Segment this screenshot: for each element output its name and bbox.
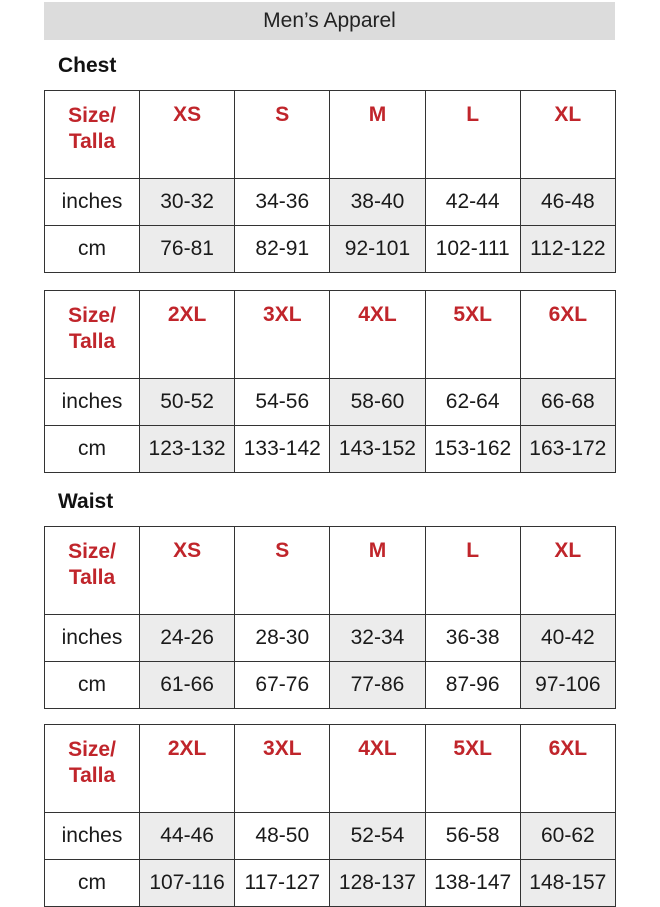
measurement-cell: 163-172 — [520, 426, 615, 473]
measurement-cell: 30-32 — [140, 179, 235, 226]
unit-label: cm — [45, 662, 140, 709]
measurement-cell: 54-56 — [235, 379, 330, 426]
size-table-waist-2 — [44, 724, 616, 907]
size-column-header: S — [235, 527, 330, 615]
measurement-cell: 123-132 — [140, 426, 235, 473]
measurement-cell: 133-142 — [235, 426, 330, 473]
measurement-cell: 32-34 — [330, 615, 425, 662]
measurement-cell: 24-26 — [140, 615, 235, 662]
measurement-cell: 66-68 — [520, 379, 615, 426]
measurement-cell: 34-36 — [235, 179, 330, 226]
unit-label: inches — [45, 379, 140, 426]
measurement-cell: 42-44 — [425, 179, 520, 226]
page-title: Men’s Apparel — [44, 2, 615, 40]
size-column-header: 3XL — [235, 725, 330, 813]
size-column-header: 6XL — [520, 725, 615, 813]
measurement-cell: 61-66 — [140, 662, 235, 709]
size-column-header: M — [330, 91, 425, 179]
table-row — [45, 379, 616, 426]
measurement-cell: 92-101 — [330, 226, 425, 273]
measurement-cell: 76-81 — [140, 226, 235, 273]
unit-label: cm — [45, 426, 140, 473]
table-row — [45, 615, 616, 662]
measurement-cell: 128-137 — [330, 860, 425, 907]
measurement-cell: 58-60 — [330, 379, 425, 426]
size-column-header: S — [235, 91, 330, 179]
measurement-cell: 153-162 — [425, 426, 520, 473]
measurement-cell: 28-30 — [235, 615, 330, 662]
size-column-header: 6XL — [520, 291, 615, 379]
unit-label: cm — [45, 860, 140, 907]
measurement-cell: 148-157 — [520, 860, 615, 907]
measurement-cell: 138-147 — [425, 860, 520, 907]
unit-label: inches — [45, 615, 140, 662]
size-column-header: XL — [520, 91, 615, 179]
size-column-header: 3XL — [235, 291, 330, 379]
measurement-cell: 112-122 — [520, 226, 615, 273]
size-column-header: XS — [140, 527, 235, 615]
measurement-cell: 97-106 — [520, 662, 615, 709]
size-column-header: L — [425, 527, 520, 615]
section-label-waist: Waist — [58, 490, 114, 513]
size-column-header: M — [330, 527, 425, 615]
measurement-cell: 40-42 — [520, 615, 615, 662]
size-column-header: 5XL — [425, 291, 520, 379]
measurement-cell: 67-76 — [235, 662, 330, 709]
size-table-chest-1 — [44, 90, 616, 273]
measurement-cell: 77-86 — [330, 662, 425, 709]
table-row — [45, 860, 616, 907]
size-column-header: 4XL — [330, 291, 425, 379]
table-row — [45, 179, 616, 226]
size-column-header: L — [425, 91, 520, 179]
measurement-cell: 46-48 — [520, 179, 615, 226]
size-talla-header: Size/ Talla — [45, 725, 140, 813]
header-row — [45, 725, 616, 813]
size-column-header: XL — [520, 527, 615, 615]
measurement-cell: 102-111 — [425, 226, 520, 273]
measurement-cell: 52-54 — [330, 813, 425, 860]
size-column-header: 5XL — [425, 725, 520, 813]
size-column-header: 4XL — [330, 725, 425, 813]
measurement-cell: 117-127 — [235, 860, 330, 907]
size-column-header: XS — [140, 91, 235, 179]
header-row — [45, 91, 616, 179]
unit-label: cm — [45, 226, 140, 273]
unit-label: inches — [45, 179, 140, 226]
measurement-cell: 60-62 — [520, 813, 615, 860]
table-row — [45, 226, 616, 273]
size-column-header: 2XL — [140, 725, 235, 813]
measurement-cell: 56-58 — [425, 813, 520, 860]
measurement-cell: 143-152 — [330, 426, 425, 473]
measurement-cell: 50-52 — [140, 379, 235, 426]
measurement-cell: 62-64 — [425, 379, 520, 426]
size-talla-header: Size/ Talla — [45, 291, 140, 379]
size-column-header: 2XL — [140, 291, 235, 379]
unit-label: inches — [45, 813, 140, 860]
measurement-cell: 82-91 — [235, 226, 330, 273]
table-row — [45, 426, 616, 473]
table-row — [45, 813, 616, 860]
size-table-chest-2 — [44, 290, 616, 473]
measurement-cell: 107-116 — [140, 860, 235, 907]
measurement-cell: 44-46 — [140, 813, 235, 860]
header-row — [45, 291, 616, 379]
measurement-cell: 38-40 — [330, 179, 425, 226]
measurement-cell: 36-38 — [425, 615, 520, 662]
size-talla-header: Size/ Talla — [45, 91, 140, 179]
table-row — [45, 662, 616, 709]
size-talla-header: Size/ Talla — [45, 527, 140, 615]
header-row — [45, 527, 616, 615]
measurement-cell: 87-96 — [425, 662, 520, 709]
measurement-cell: 48-50 — [235, 813, 330, 860]
size-table-waist-1 — [44, 526, 616, 709]
section-label-chest: Chest — [58, 54, 117, 77]
